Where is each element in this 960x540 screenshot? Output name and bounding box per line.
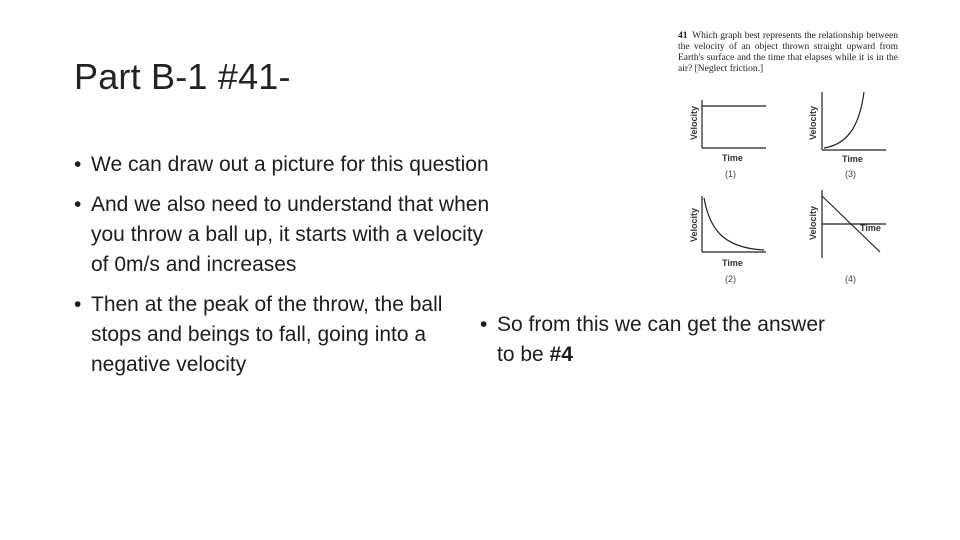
graph-2-number: (2) bbox=[725, 274, 736, 284]
graph-options bbox=[680, 92, 900, 292]
answer-value: #4 bbox=[549, 343, 573, 366]
graph-options-figure bbox=[680, 92, 900, 292]
graph-2-x-label: Time bbox=[722, 258, 743, 268]
graph-1-y-label: Velocity bbox=[689, 105, 699, 140]
graph-1-number: (1) bbox=[725, 169, 736, 179]
answer-bullet-text: So from this we can get the answer to be bbox=[497, 313, 825, 366]
left-bullet-list bbox=[74, 150, 494, 380]
question-text: Which graph best represents the relationship between the velocity of an object thrown straight upward from Earth's surface and the time that elapses while it is in the air? [Neglect friction.] bbox=[678, 31, 898, 74]
graph-4 bbox=[808, 190, 886, 284]
graph-4-number: (4) bbox=[845, 274, 856, 284]
graph-4-y-label: Velocity bbox=[808, 205, 818, 240]
graph-2 bbox=[689, 196, 766, 284]
question-text-block bbox=[678, 31, 898, 75]
answer-bullet bbox=[480, 310, 840, 370]
graph-4-x-label: Time bbox=[860, 223, 881, 233]
graph-3-x-label: Time bbox=[842, 154, 863, 164]
graph-1-x-label: Time bbox=[722, 153, 743, 163]
right-bullet-list bbox=[480, 310, 840, 370]
question-number: 41 bbox=[678, 31, 688, 41]
graph-1 bbox=[689, 100, 766, 179]
bullet-item: • Then at the peak of the throw, the ball stops and beings to fall, going into a negative velocity bbox=[74, 290, 494, 380]
graph-2-curve bbox=[704, 198, 764, 250]
slide-title: Part B-1 #41- bbox=[74, 56, 291, 97]
bullet-item: • We can draw out a picture for this question bbox=[74, 150, 494, 180]
graph-3-number: (3) bbox=[845, 169, 856, 179]
graph-3-curve bbox=[824, 92, 864, 148]
graph-2-y-label: Velocity bbox=[689, 207, 699, 242]
bullet-item: • And we also need to understand that when you throw a ball up, it starts with a velocity of 0m/s and increases bbox=[74, 190, 494, 280]
graph-3-y-label: Velocity bbox=[808, 105, 818, 140]
graph-3 bbox=[808, 92, 886, 179]
